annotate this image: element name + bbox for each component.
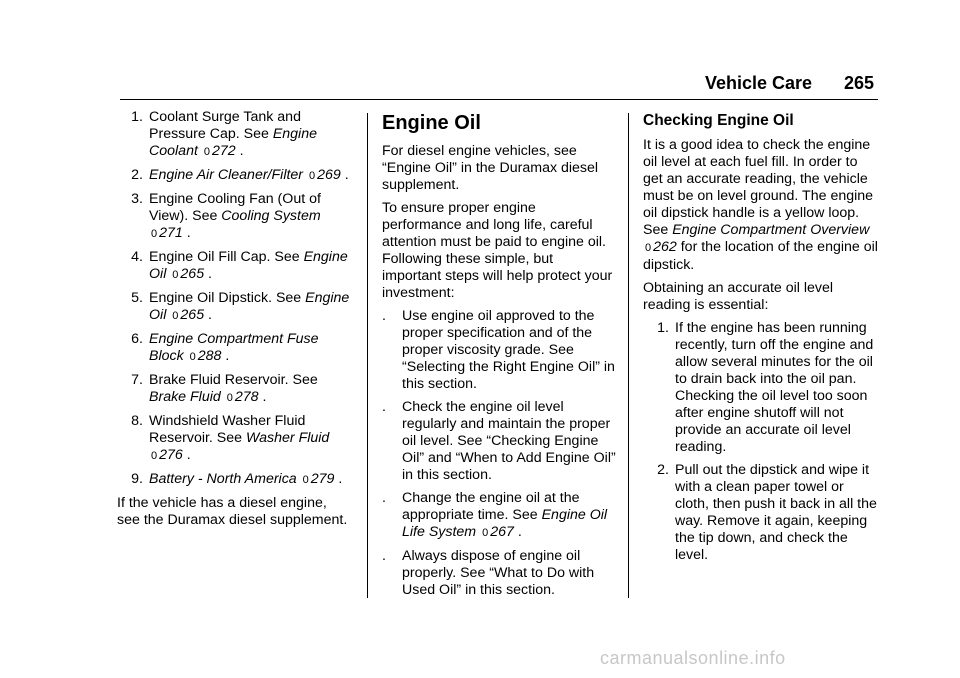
column-3 bbox=[643, 109, 879, 570]
page-header bbox=[0, 0, 960, 100]
engine-oil-bullet-list bbox=[382, 308, 616, 599]
bullet-item bbox=[382, 308, 616, 393]
engine-oil-intro-paragraph: To ensure proper engine performance and long life, careful attention must be paid to engine oil. Following these simple, but important steps will help protect your investment: bbox=[382, 200, 613, 301]
step-text: If the engine has been running recently, turn off the engine and allow several minutes for the oil to drain back into the oil pan. Checking the oil level too soon after engine shutoff will not provide an accurate oil level reading. bbox=[675, 320, 874, 455]
page-number: 265 bbox=[844, 73, 875, 93]
column-2 bbox=[382, 109, 616, 605]
bullet-item bbox=[382, 399, 616, 484]
item-text: Engine Air Cleaner/Filter 0 269 . bbox=[149, 167, 349, 183]
item-number: 3. bbox=[131, 191, 143, 207]
section-title: Vehicle Care bbox=[705, 73, 813, 93]
item-number: 5. bbox=[131, 290, 143, 306]
component-list-item bbox=[117, 249, 353, 284]
step-item bbox=[643, 320, 879, 456]
item-text: Engine Cooling Fan (Out of View). See Cooling System 0 271 . bbox=[149, 191, 321, 241]
component-list-item bbox=[117, 471, 353, 489]
component-list bbox=[117, 109, 353, 489]
item-text: Windshield Washer Fluid Reservoir. See Washer Fluid 0 276 . bbox=[149, 413, 330, 463]
column-divider-1 bbox=[367, 113, 368, 598]
bullet-marker: . bbox=[382, 399, 386, 415]
item-number: 9. bbox=[131, 471, 143, 487]
component-list-item bbox=[117, 191, 353, 243]
column-divider-2 bbox=[628, 113, 629, 598]
diesel-engine-paragraph: For diesel engine vehicles, see “Engine Oil” in the Duramax diesel supplement. bbox=[382, 143, 599, 193]
item-number: 8. bbox=[131, 413, 143, 429]
bullet-marker: . bbox=[382, 548, 386, 564]
diesel-note: If the vehicle has a diesel engine, see the Duramax diesel supplement. bbox=[117, 495, 348, 528]
header-rule bbox=[120, 99, 878, 100]
bullet-text: Use engine oil approved to the proper specification and of the proper viscosity grade. See “Selecting the Right Engine Oil” in this section. bbox=[402, 308, 615, 392]
item-number: 7. bbox=[131, 372, 143, 388]
component-list-item bbox=[117, 109, 353, 161]
bullet-text: Always dispose of engine oil properly. See “What to Do with Used Oil” in this section. bbox=[402, 548, 595, 598]
bullet-item bbox=[382, 548, 616, 599]
step-number: 2. bbox=[657, 462, 669, 478]
item-number: 2. bbox=[131, 167, 143, 183]
engine-oil-heading: Engine Oil bbox=[382, 112, 481, 134]
component-list-item bbox=[117, 372, 353, 407]
step-text: Pull out the dipstick and wipe it with a clean paper towel or cloth, then push it back in all the way. Remove it again, keeping the tip down, and check the level. bbox=[675, 462, 877, 563]
item-text: Battery - North America 0 279 . bbox=[149, 471, 343, 487]
item-number: 1. bbox=[131, 109, 143, 125]
column-1 bbox=[117, 109, 353, 535]
item-text: Brake Fluid Reservoir. See Brake Fluid 0 278 . bbox=[149, 372, 318, 405]
checking-engine-oil-heading: Checking Engine Oil bbox=[643, 112, 794, 129]
item-number: 4. bbox=[131, 249, 143, 265]
component-list-item bbox=[117, 331, 353, 366]
component-list-item bbox=[117, 167, 353, 185]
step-item bbox=[643, 462, 879, 564]
item-text: Engine Oil Dipstick. See Engine Oil 0 265 . bbox=[149, 290, 350, 323]
item-text: Coolant Surge Tank and Pressure Cap. See Engine Coolant 0 272 . bbox=[149, 109, 317, 159]
bullet-marker: . bbox=[382, 308, 386, 324]
bullet-marker: . bbox=[382, 490, 386, 506]
checking-oil-steps bbox=[643, 320, 879, 564]
item-text: Engine Oil Fill Cap. See Engine Oil 0 265 . bbox=[149, 249, 348, 282]
item-number: 6. bbox=[131, 331, 143, 347]
watermark: carmanualsonline.info bbox=[600, 648, 786, 668]
accurate-reading-paragraph: Obtaining an accurate oil level reading is essential: bbox=[643, 280, 834, 313]
component-list-item bbox=[117, 290, 353, 325]
component-list-item bbox=[117, 413, 353, 465]
checking-oil-paragraph: It is a good idea to check the engine oil level at each fuel fill. In order to get an accurate reading, the vehicle must be on level ground. The engine oil dipstick handle is a yellow loop. See Engine Compartment Overview 0 262 for the location of the engine oil dipstick. bbox=[643, 137, 878, 273]
item-text: Engine Compartment Fuse Block 0 288 . bbox=[149, 331, 319, 364]
step-number: 1. bbox=[657, 320, 669, 336]
bullet-item bbox=[382, 490, 616, 542]
bullet-text: Change the engine oil at the appropriate time. See Engine Oil Life System 0 267 . bbox=[402, 490, 608, 540]
bullet-text: Check the engine oil level regularly and maintain the proper oil level. See “Checking Engine Oil” and “When to Add Engine Oil” in this section. bbox=[402, 399, 616, 483]
